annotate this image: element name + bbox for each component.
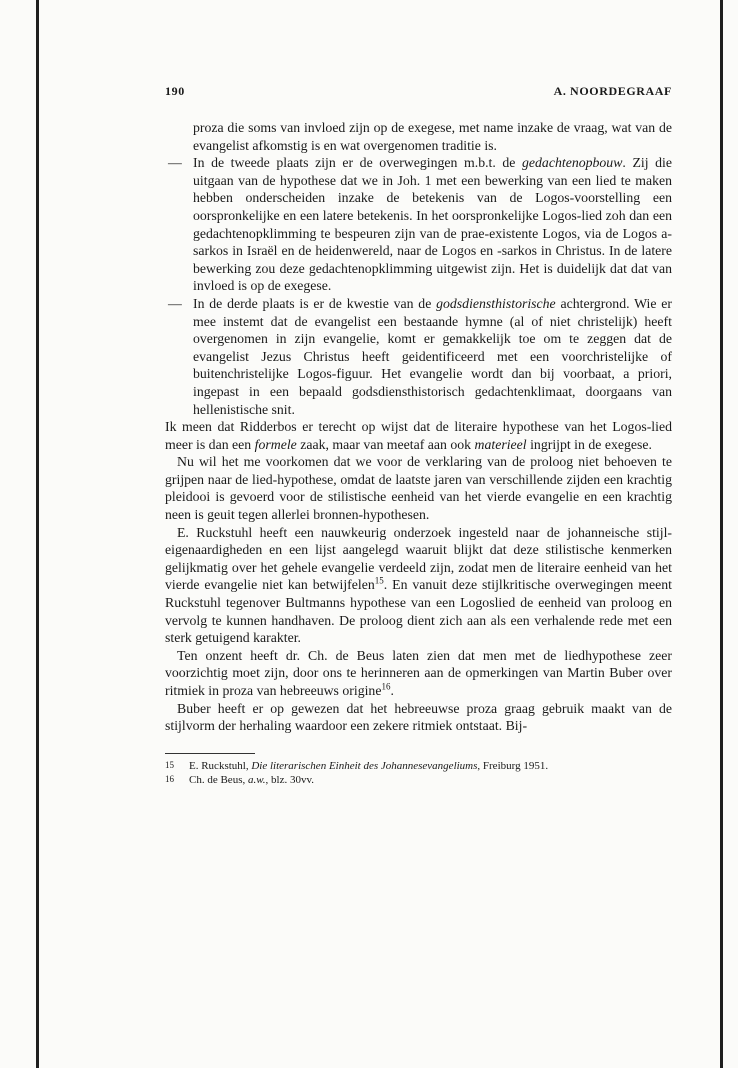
footnote-16: 16 Ch. de Beus, a.w., blz. 30vv.	[165, 774, 314, 787]
list-item-derde: — In de derde plaats is er de kwestie van de godsdiensthistorische achtergrond. Wie er mee instemt dat de evangelist een bestaande hymne (al of niet christelijk) heeft overgenomen in zijn evangelie, komt er gemakkelijk toe om te zeggen dat de evangelist Jezus Christus heeft geidentificeerd met een voorchristelijke of buitenchristelijke Logos-figuur. Het evangelie wordt dan bij voorbaat, a priori, ingepast in een bepaald godsdiensthistorisch gedachtenklimaat, doorgaans van hellenistische snit.	[168, 295, 672, 417]
running-header	[165, 84, 672, 99]
dash-bullet: —	[168, 295, 182, 311]
paragraph-buber: Buber heeft er op gewezen dat het hebreeuwse proza graag gebruik maakt van de stijlvorm der herhaling waardoor een zekere ritmiek ontstaat. Bij-	[165, 700, 672, 734]
body-text	[165, 119, 672, 735]
paragraph-ruckstuhl: E. Ruckstuhl heeft een nauwkeurig onderzoek ingesteld naar de johanneische stijl-eigenaardigheden en een lijst aangelegd waaruit blijkt dat deze stilistische kenmerken gelijkmatig over het gehele evangelie verdeeld zijn, zodat men de literaire eenheid van het vierde evangelie niet kan betwijfelen$^{15}$. En vanuit deze stijlkritische overwegingen meent Ruckstuhl tegenover Bultmanns hypothese van een Logoslied de eenheid van proloog en vervolg te kunnen handhaven. De proloog dient zich aan als een verhalende rede met een sterk getuigend karakter.	[165, 524, 672, 646]
page-content	[165, 84, 672, 788]
page-number: 190	[165, 84, 185, 98]
footnotes	[165, 759, 672, 788]
left-scan-edge	[36, 0, 39, 1068]
running-title: A. NOORDEGRAAF	[553, 84, 672, 98]
paragraph-de-beus: Ten onzent heeft dr. Ch. de Beus laten zien dat men met de liedhypothese zeer voorzichtig moet zijn, door ons te herinneren aan de opmerkingen van Martin Buber over ritmiek in proza van hebreeuws origine$^{16}$.	[165, 647, 672, 698]
paragraph-ridderbos: Ik meen dat Ridderbos er terecht op wijst dat de literaire hypothese van het Logos-lied meer is dan een formele zaak, maar van meetaf aan ook materieel ingrijpt in de exegese.	[165, 419, 672, 452]
footnote-rule	[165, 753, 255, 754]
right-scan-edge	[720, 0, 723, 1068]
intro-continuation: proza die soms van invloed zijn op de exegese, met name inzake de vraag, wat van de evangelist afkomstig is en wat overgenomen traditie is.	[193, 120, 672, 153]
list-item-tweede: — In de tweede plaats zijn er de overwegingen m.b.t. de gedachtenopbouw. Zij die uitgaan van de hypothese dat we in Joh. 1 met een bewerking van een lied te maken hebben onderscheiden inzake de betekenis van de Logos-voorstelling een oorspronkelijke en een latere betekenis. In het oorspronkelijke Logos-lied zoh dan een gedachtenopklimming te bespeuren zijn van de prae-existente Logos, via de Logos a-sarkos in Israël en de heidenwereld, naar de Logos en -sarkos in Christus. In de latere bewerking zou deze gedachtenopklimming uitgewist zijn. Het is duidelijk dat dat van invloed is op de exegese.	[168, 155, 672, 294]
footnote-ref-15: 15	[374, 575, 384, 586]
paragraph-lied-hypothese: Nu wil het me voorkomen dat we voor de verklaring van de proloog niet behoeven te grijpen naar de lied-hypothese, omdat de laatste jaren van verschillende zijden een krachtig pleidooi is gevoerd voor de stilistische eenheid van het vierde evangelie en een krachtig neen is geuit tegen allerlei bronnen-hypothesen.	[165, 454, 672, 523]
footnote-ref-16: 16	[381, 681, 391, 692]
footnote-15: 15 E. Ruckstuhl, Die literarischen Einheit des Johannesevangeliums, Freiburg 1951.	[165, 759, 549, 772]
dash-bullet: —	[168, 155, 182, 171]
